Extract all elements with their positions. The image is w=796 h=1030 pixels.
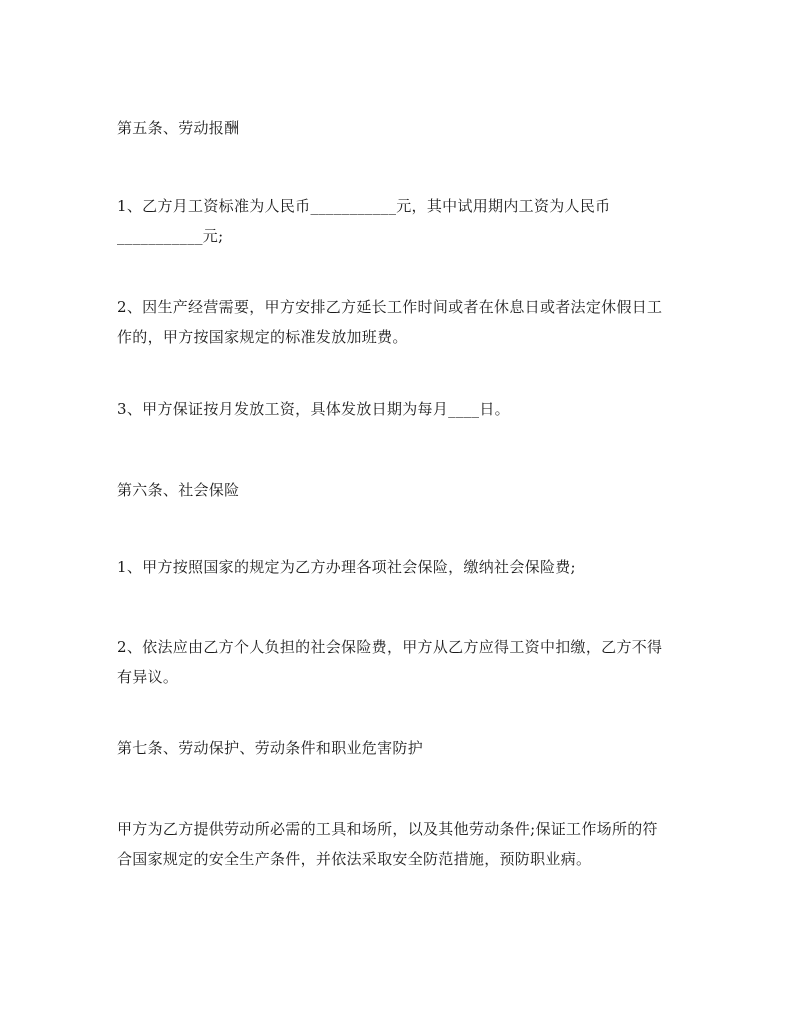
article-5-heading <box>117 113 677 143</box>
article-6-heading <box>117 475 677 505</box>
article-7-paragraph-1 <box>117 814 677 874</box>
paragraph-line: 甲方为乙方提供劳动所必需的工具和场所，以及其他劳动条件;保证工作场所的符 <box>117 820 658 838</box>
article-5-title: 第五条、劳动报酬 <box>117 119 240 137</box>
article-6-paragraph-1 <box>117 552 677 582</box>
article-7-title: 第七条、劳动保护、劳动条件和职业危害防护 <box>117 739 424 757</box>
paragraph-line: 1、甲方按照国家的规定为乙方办理各项社会保险，缴纳社会保险费; <box>117 558 576 576</box>
paragraph-line: ___________元; <box>117 227 224 245</box>
paragraph-line: 2、因生产经营需要，甲方安排乙方延长工作时间或者在休息日或者法定休假日工 <box>117 298 663 316</box>
article-5-paragraph-3 <box>117 394 677 424</box>
paragraph-line: 1、乙方月工资标准为人民币___________元，其中试用期内工资为人民币 <box>117 197 611 215</box>
paragraph-line: 作的，甲方按国家规定的标准发放加班费。 <box>117 328 408 346</box>
article-6-paragraph-2 <box>117 632 677 692</box>
article-5-paragraph-2 <box>117 292 677 352</box>
paragraph-line: 有异议。 <box>117 668 179 686</box>
paragraph-line: 2、依法应由乙方个人负担的社会保险费，甲方从乙方应得工资中扣缴，乙方不得 <box>117 638 663 656</box>
article-6-title: 第六条、社会保险 <box>117 481 240 499</box>
paragraph-line: 3、甲方保证按月发放工资，具体发放日期为每月____日。 <box>117 400 510 418</box>
article-7-heading <box>117 733 677 763</box>
paragraph-line: 合国家规定的安全生产条件，并依法采取安全防范措施，预防职业病。 <box>117 850 592 868</box>
article-5-paragraph-1 <box>117 191 677 251</box>
